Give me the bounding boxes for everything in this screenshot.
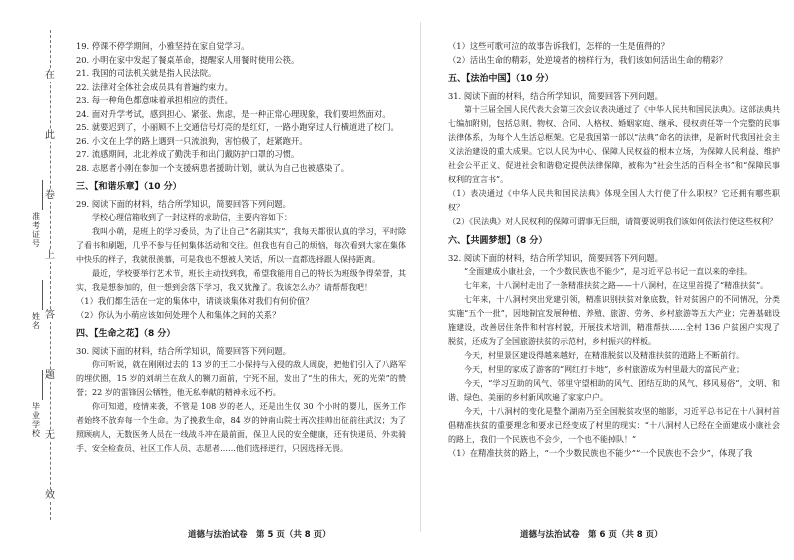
question-stem: 32. 阅读下面的材料，结合所学知识，简要回答下列问题。 [448, 252, 663, 263]
exam-number-label: 准考证号 [32, 212, 40, 248]
sub-question: （2）《民法典》对人民权利的保障可谓事无巨细，请简要说明我们该如何依法行使这些权利？ [448, 217, 778, 226]
material-paragraph: 第十三届全国人民代表大会第三次会议表决通过了《中华人民共和国民法典》。这部法典共七编加附则，包括总则、物权、合同、人格权、婚姻家庭、继承、侵权责任等一个完整的民事法律体系，为每个人生活总框架。它是我国第一部以“法典”命名的法律，是新时代我国社会主义法治建设的重大成果。它以人民为中心、保障人民权益的根本立场，为保障人民利益、维护社会公平正义、促进社会和谐稳定提供法律保障，被称为“社会生活的百科全书”和“保障民事权利的宣言书”。 [448, 105, 780, 184]
sub-question: （1）我们都生活在一定的集体中，请谈谈集体对我们有何价值？ [76, 296, 314, 306]
sub-question: （1）这些可歌可泣的故事告诉我们，怎样的一生是值得的？ [448, 41, 669, 51]
judgement-item: 19. 停课不停学期间，小雅坚持在家自觉学习。 [76, 41, 250, 51]
question-stem: 29. 阅读下面的材料，结合所学知识，简要回答下列问题。 [76, 198, 291, 209]
material-paragraph: 七年来，十八洞村突出党建引领，精准识别扶贫对象底数，针对贫困户的不同情况，分类实施“五个一批”，因地制宜发展种植、养殖、旅游、劳务、乡村旅游等五大产业；完善基础设施建设，改善居住条件和村容村貌，开展技术培训，精准帮扶……全村 136 户贫困户实现了脱贫，还成为了全国旅游扶贫的示范村，乡村振兴的样板。 [448, 295, 780, 346]
exam-number-field[interactable] [42, 180, 43, 210]
section-title-harmony: 三、【和谐乐章】（10 分） [76, 182, 182, 192]
judgement-item: 24. 面对升学考试，感到担心、紧张、焦虑，是一种正常心理现象，我们要坦然面对。 [76, 108, 391, 119]
material-paragraph: “全面建成小康社会，一个少数民族也不能少”，是习近平总书记一直以来的牵挂。 [464, 267, 753, 276]
material-paragraph: 今天，十八洞村的变化是整个湖南乃至全国脱贫攻坚的缩影，习近平总书记在十八洞村首倡精准扶贫的重要理念和要求已经变成了村里的现实：“十八洞村人已经在全面建成小康社会的路上，我们一个民族也不会少，一个也不能掉队！” [448, 407, 780, 444]
footer-page-5: 道德与法治试卷 第 5 页（共 8 页） [188, 530, 331, 540]
judgement-item: 28. 志愿者小刚在参加一个支援病患者援助计划，就认为自己也被感染了。 [76, 162, 350, 173]
sub-question: （1）表决通过《中华人民共和国民法典》体现全国人大行使了什么职权？它还拥有哪些职权？ [448, 189, 780, 212]
judgement-item: 20. 小明在家中发起了餐桌革命，提醒家人用餐时使用公筷。 [76, 54, 300, 65]
judgement-item: 23. 每一种角色都意味着承担相应的责任。 [76, 95, 233, 105]
page-divider [420, 22, 421, 532]
sub-question: （1）在精准扶贫的路上，“一个少数民族也不能少”“一个民族也不会少”，体现了我 [448, 448, 753, 458]
binding-margin [22, 30, 62, 530]
cut-line [50, 30, 51, 520]
section-title-life: 四、【生命之花】（8 分） [76, 329, 176, 339]
judgement-item: 27. 流感期间，北北养成了勤洗手和出门戴防护口罩的习惯。 [76, 149, 300, 159]
judgement-item: 21. 我国的司法机关就是指人民法院。 [76, 68, 217, 78]
name-field[interactable] [42, 280, 43, 310]
material-paragraph: 你可听说，就在刚刚过去的 13 岁的王二小保持与入侵的敌人周旋，把他们引入了八路军的埋伏圈，15 岁的刘胡兰在敌人的铡刀面前，宁死不屈，发出了“生的伟大，死的光荣”的赞誉；22 岁的雷锋因公牺牲，他无私奉献的精神永远不朽。 [76, 360, 406, 397]
judgement-item: 22. 法律对全体社会成员具有普遍约束力。 [76, 81, 233, 92]
material-paragraph: 最近，学校要举行艺术节，班长主动找到我，希望我能用自己的特长为班级争得荣誉，其实，我是想参加的，但一想到会落下学习，我又犹豫了。我该怎么办？请帮帮我吧！ [76, 269, 406, 292]
section-title-rule-of-law: 五、【法治中国】（10 分） [448, 74, 554, 84]
question-stem: 31. 阅读下面的材料，结合所学知识，简要回答下列问题。 [448, 90, 663, 101]
margin-word: 无 [45, 430, 55, 441]
margin-word: 在 [45, 70, 55, 81]
footer-page-6: 道德与法治试卷 第 6 页（共 8 页） [520, 530, 663, 540]
margin-word: 答 [45, 310, 55, 321]
margin-word: 效 [45, 490, 55, 501]
material-paragraph: 今天，村里的家成了游客的“网红打卡地”，乡村旅游成为村里最大的富民产业； [464, 365, 745, 374]
margin-word: 此 [45, 130, 55, 141]
margin-word: 题 [45, 370, 55, 381]
section-title-dream: 六、【共圆梦想】（8 分） [448, 236, 548, 246]
material-paragraph: 学校心理信箱收到了一封这样的求助信，主要内容如下： [92, 213, 292, 222]
question-stem: 30. 阅读下面的材料，结合所学知识，简要回答下列问题。 [76, 345, 291, 356]
margin-word: 卷 [45, 190, 55, 201]
judgement-item: 25. 就要迟到了，小丽顾不上交通信号灯亮的是红灯，一路小跑穿过人行横道进了校门。 [76, 122, 399, 132]
school-label: 毕业学校 [32, 402, 40, 438]
name-label: 姓名 [32, 312, 40, 330]
material-paragraph: 七年来，十八洞村走出了一条精准扶贫之路——十八洞村，在这里首提了“精准扶贫”。 [464, 281, 769, 290]
sub-question: （2）活出生命的精彩，处逆境者的榜样行为，我们该如何活出生命的精彩？ [448, 54, 728, 65]
material-paragraph: 你可知道，疫情来袭，不管是 108 岁的老人，还是出生仅 30 个小时的婴儿，医务工作者始终不放弃每一个生命。为了挽救生命，84 岁的钟南山院士再次挂帅出征前往武汉；为了照顾病人，无数医务人员在一线战斗冲在最前面，保卫人民的安全健康，还有快递员、外卖骑手、安全检查员、社区工作人员、志愿者……他们选择逆行，只因选择无畏。 [76, 402, 406, 453]
material-paragraph: 今天，“学习互助的风气、邻里守望相助的风气、团结互助的风气、移风易俗”，文明、和谐、绿色、美丽的乡村新风吹遍了家家户户。 [448, 379, 780, 402]
material-paragraph: 我叫小萌，是班上的学习委员，为了让自己“名副其实”，我每天都很认真的学习，平时除了看书和刷题，几乎不参与任何集体活动和交往。但我也有自己的烦恼，每次看到大家在集体中快乐的样子，我就很羡慕，可是我也不想被人笑话，所以一直都选择跟人保持距离。 [76, 227, 406, 264]
margin-word: 上 [45, 250, 55, 261]
right-page-content [448, 40, 780, 461]
sub-question: （2）你认为小萌应该如何处理个人和集体之间的关系？ [76, 309, 281, 320]
material-paragraph: 今天，村里景区建设得越来越好，在精准脱贫以及精准扶贫的道路上不断前行。 [464, 351, 744, 360]
school-field[interactable] [42, 370, 43, 400]
left-page-content [76, 40, 406, 456]
judgement-item: 26. 小文在上学的路上遇到一只流浪狗，害怕极了，赶紧跑开。 [76, 135, 308, 146]
